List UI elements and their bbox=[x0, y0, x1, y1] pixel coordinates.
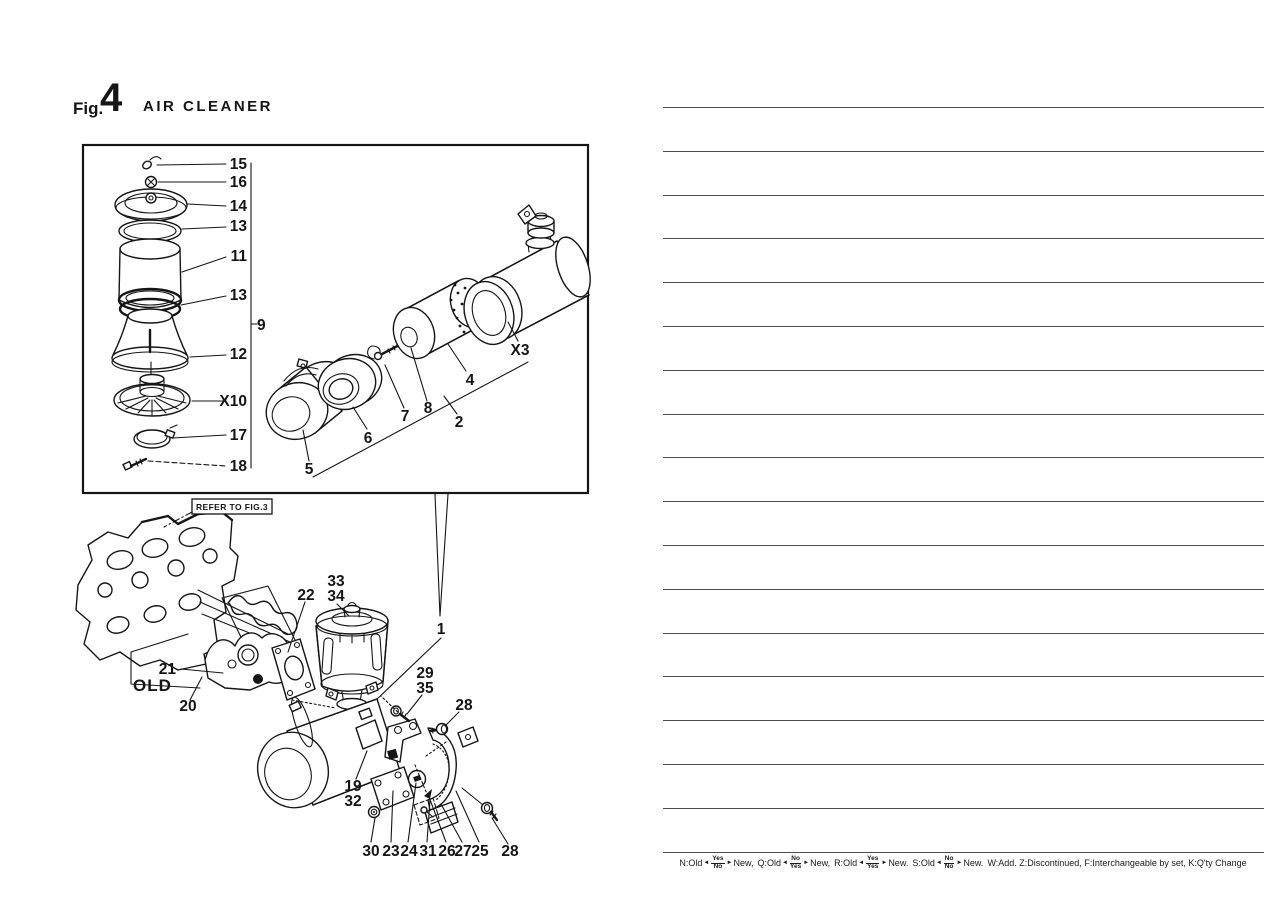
legend-prefix: R:Old bbox=[834, 858, 858, 868]
ruled-line bbox=[663, 151, 1264, 152]
callout-18: 18 bbox=[229, 458, 247, 475]
callout-11: 11 bbox=[230, 248, 247, 265]
legend-suffix: New, bbox=[733, 858, 754, 868]
legend-fraction: $\frac{\text{Yes}}{\text{Yes}}$ bbox=[867, 854, 879, 870]
callout-23: 23 bbox=[382, 843, 400, 860]
ruled-line bbox=[663, 589, 1264, 590]
callout-13b: 13 bbox=[229, 287, 247, 304]
callout-2: 2 bbox=[454, 414, 464, 431]
callout-25: 25 bbox=[471, 843, 489, 860]
callout-1: 1 bbox=[436, 621, 446, 638]
arrow-right-icon: ► bbox=[956, 860, 963, 866]
legend-suffix: New, bbox=[810, 858, 831, 868]
ruled-line bbox=[663, 326, 1264, 327]
callout-21: 21 bbox=[158, 661, 176, 678]
legend-fraction: $\frac{No}{No}$ bbox=[944, 854, 954, 870]
callout-x10: X10 bbox=[219, 393, 247, 410]
callout-19: 19 bbox=[344, 778, 362, 795]
ruled-line bbox=[663, 457, 1264, 458]
legend-tail: W:Add. Z:Discontinued, F:Interchangeable by set, K:Q'ty Change bbox=[987, 858, 1247, 868]
callout-7: 7 bbox=[400, 408, 410, 425]
ruled-line bbox=[663, 633, 1264, 634]
callout-29: 29 bbox=[416, 665, 434, 682]
callout-15: 15 bbox=[229, 156, 247, 173]
ruled-line bbox=[663, 764, 1264, 765]
ruled-line bbox=[663, 545, 1264, 546]
ruled-line bbox=[663, 676, 1264, 677]
callout-26: 26 bbox=[438, 843, 456, 860]
page-title: AIR CLEANER bbox=[143, 98, 274, 115]
callout-6: 6 bbox=[363, 430, 373, 447]
legend-pair-q bbox=[758, 856, 831, 871]
ruled-line bbox=[663, 195, 1264, 196]
callout-17: 17 bbox=[229, 427, 247, 444]
callout-12: 12 bbox=[229, 346, 247, 363]
callout-24: 24 bbox=[400, 843, 418, 860]
callout-27: 27 bbox=[454, 843, 472, 860]
callout-8: 8 bbox=[423, 400, 433, 417]
arrow-left-icon: ◄ bbox=[703, 860, 710, 866]
arrow-right-icon: ► bbox=[803, 860, 810, 866]
legend-fraction: $\frac{\text{Yes}}{No}$ bbox=[712, 854, 724, 870]
legend-prefix: Q:Old bbox=[757, 858, 782, 868]
arrow-right-icon: ► bbox=[881, 860, 888, 866]
legend-prefix: S:Old bbox=[912, 858, 935, 868]
legend-pair-n bbox=[679, 856, 753, 871]
callout-28b: 28 bbox=[501, 843, 519, 860]
arrow-left-icon: ◄ bbox=[935, 860, 942, 866]
ruled-line bbox=[663, 107, 1264, 108]
ruled-line bbox=[663, 414, 1264, 415]
ruled-line bbox=[663, 238, 1264, 239]
legend-prefix: N:Old bbox=[679, 858, 703, 868]
callout-20: 20 bbox=[179, 698, 197, 715]
interchangeability-legend bbox=[645, 852, 1281, 874]
ruled-line bbox=[663, 808, 1264, 809]
legend-pair-s bbox=[912, 856, 983, 871]
legend-fraction: $\frac{No}{\text{Yes}}$ bbox=[789, 854, 802, 870]
callout-14: 14 bbox=[229, 198, 247, 215]
legend-suffix: New. bbox=[963, 858, 984, 868]
figure-number: 4 bbox=[100, 76, 123, 120]
arrow-right-icon: ► bbox=[726, 860, 733, 866]
refer-to-fig3-label: REFER TO FIG.3 bbox=[195, 502, 269, 512]
callout-x3: X3 bbox=[510, 342, 530, 359]
ruled-line bbox=[663, 282, 1264, 283]
callout-34: 34 bbox=[327, 588, 345, 605]
callout-5: 5 bbox=[304, 461, 314, 478]
callout-28a: 28 bbox=[455, 697, 473, 714]
callout-33: 33 bbox=[327, 573, 345, 590]
callout-35: 35 bbox=[416, 680, 434, 697]
callout-31: 31 bbox=[419, 843, 437, 860]
ruled-line bbox=[663, 370, 1264, 371]
callout-9: 9 bbox=[257, 317, 266, 334]
legend-suffix: New. bbox=[888, 858, 909, 868]
callout-13a: 13 bbox=[229, 218, 247, 235]
ruled-line bbox=[663, 720, 1264, 721]
legend-pair-r bbox=[834, 856, 908, 871]
callout-22: 22 bbox=[297, 587, 315, 604]
arrow-left-icon: ◄ bbox=[782, 860, 788, 866]
old-label: OLD bbox=[133, 676, 172, 695]
ruled-line bbox=[663, 501, 1264, 502]
callout-30: 30 bbox=[362, 843, 380, 860]
callout-32: 32 bbox=[344, 793, 362, 810]
callout-16: 16 bbox=[229, 174, 247, 191]
callout-4: 4 bbox=[465, 372, 475, 389]
arrow-left-icon: ◄ bbox=[858, 860, 865, 866]
figure-label: Fig. bbox=[73, 99, 104, 118]
